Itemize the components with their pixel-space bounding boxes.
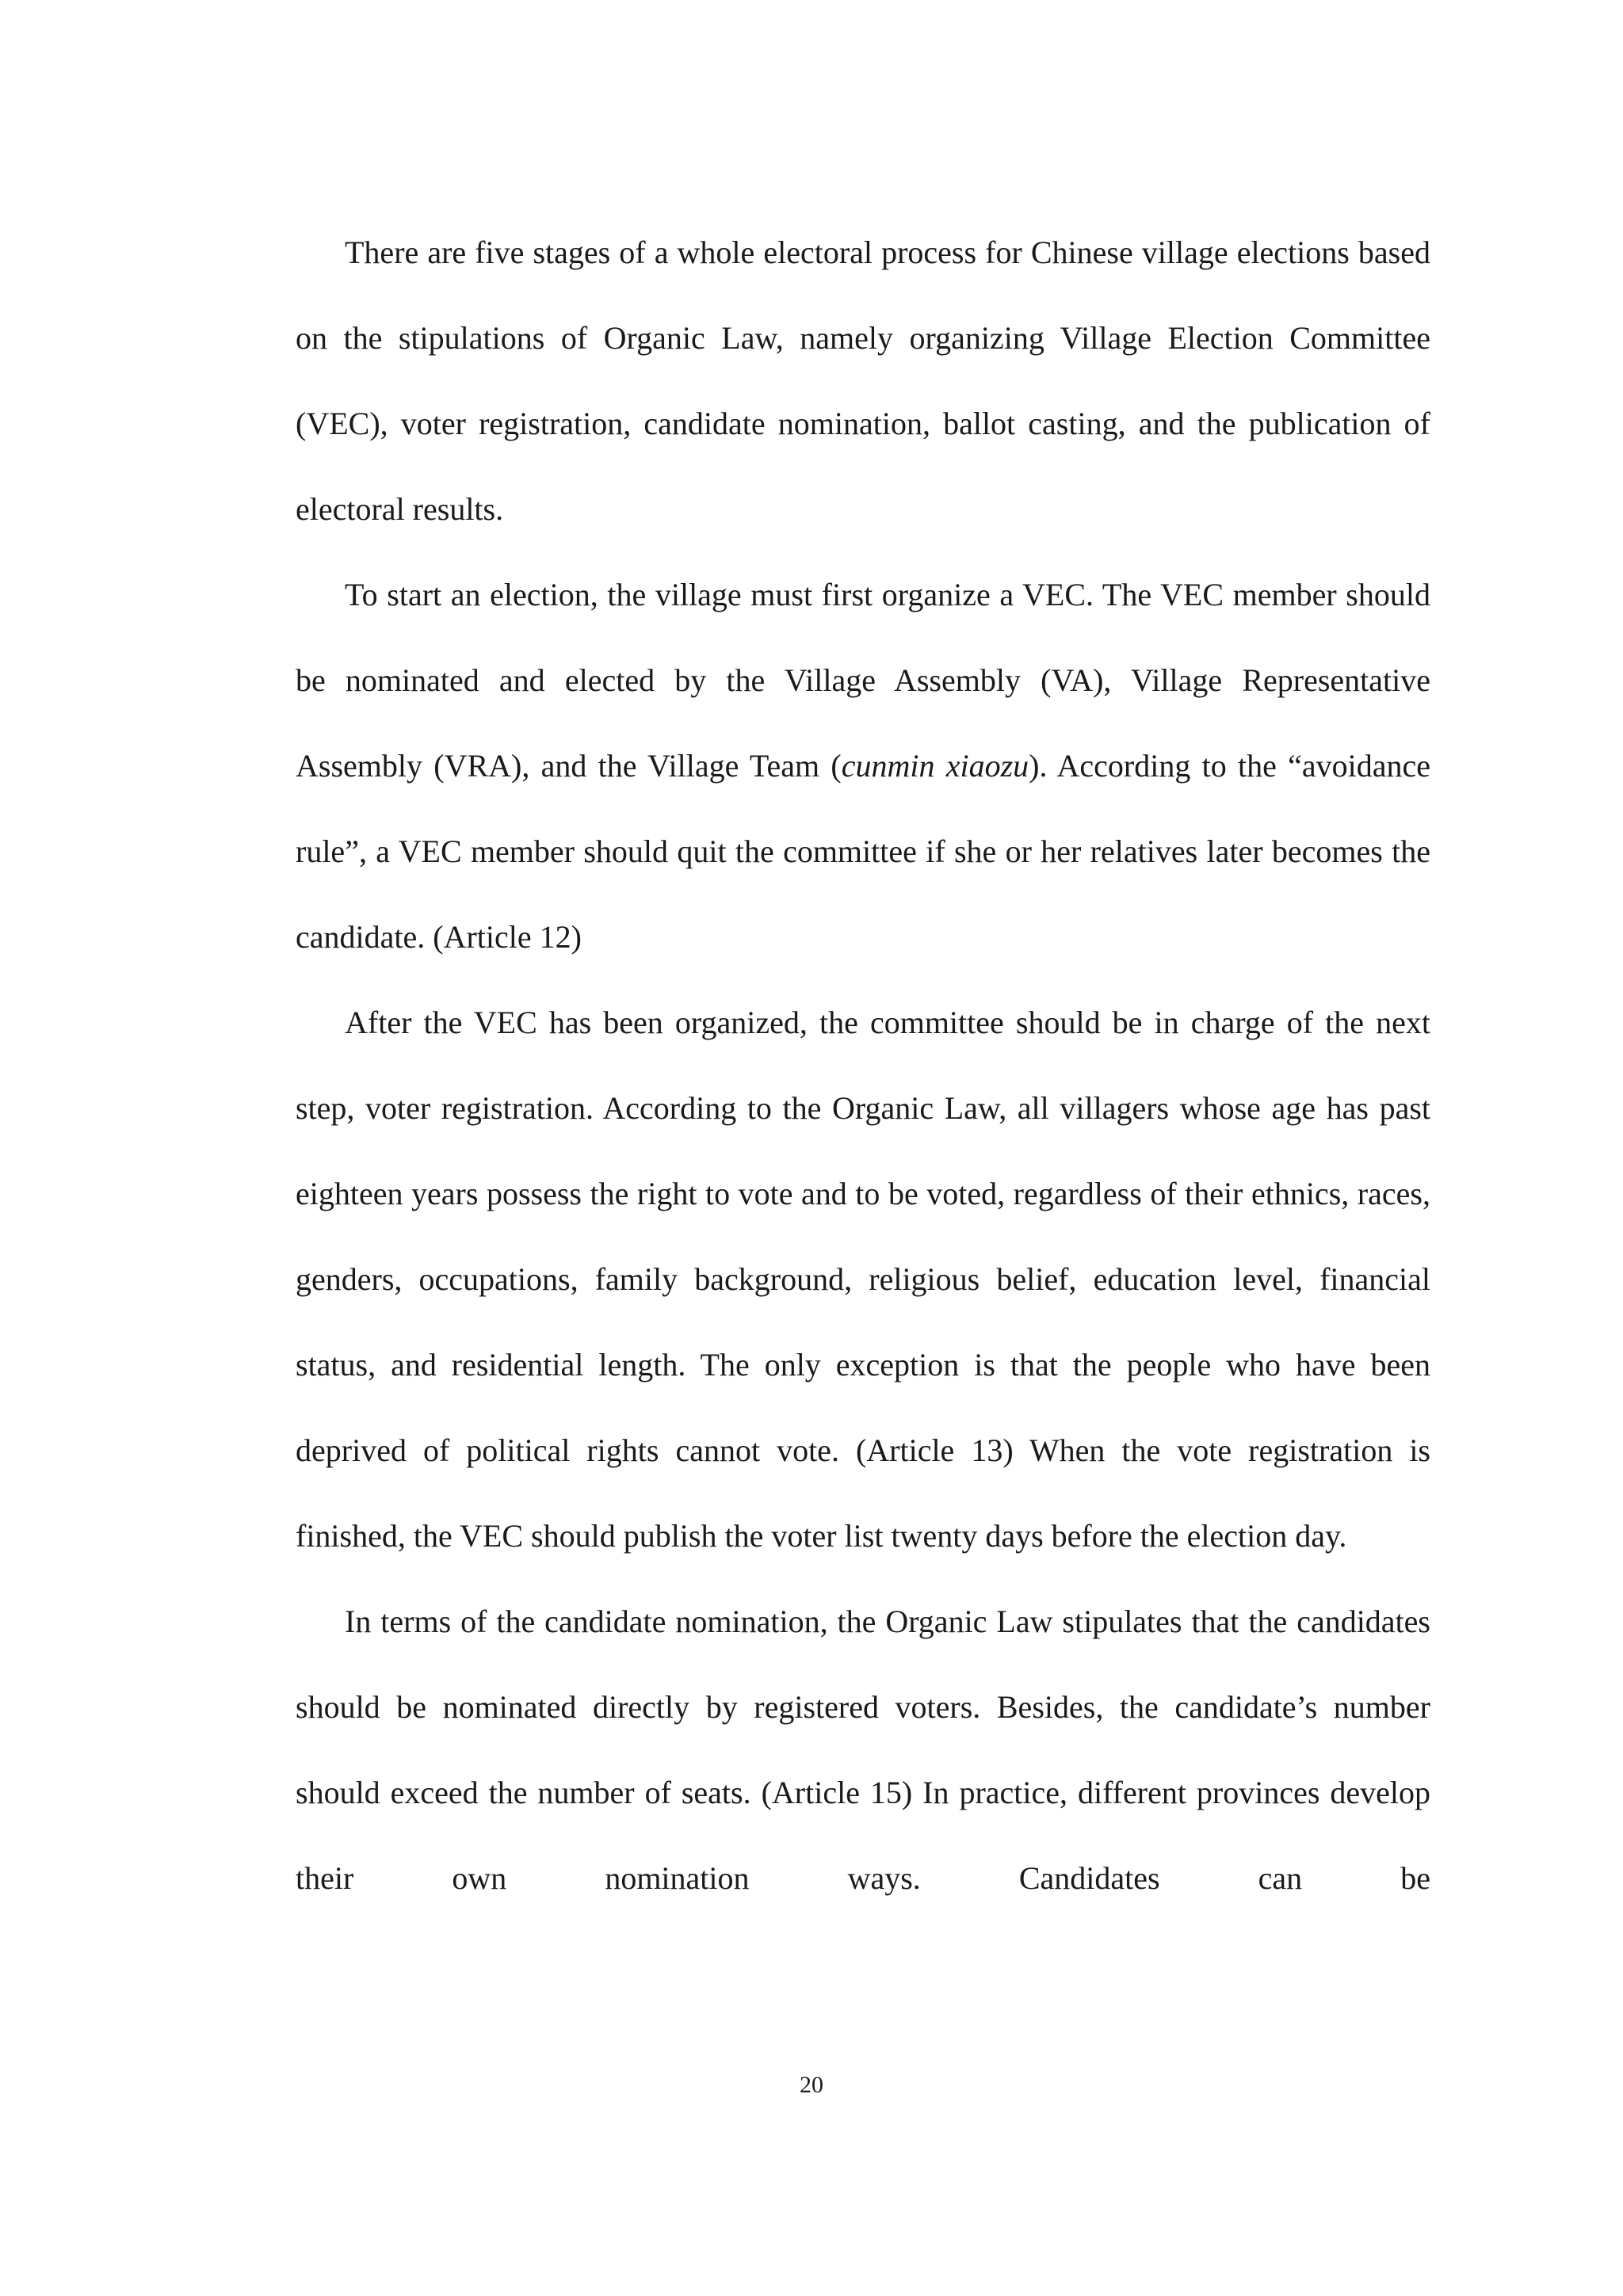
paragraph-vec-organization xyxy=(296,552,1430,980)
paragraph-voter-registration xyxy=(296,980,1430,1579)
body-text xyxy=(296,210,1430,1921)
paragraph-text: After the VEC has been organized, the committee should be in charge of the next step, voter registration. According to the Organic Law, all villagers whose age has past eighteen years possess the right to vote and to be voted, regardless of their ethnics, races, genders, occupations, family background, religious belief, education level, financial status, and residential length. The only exception is that the people who have been deprived of political rights cannot vote. (Article 13) When the vote registration is finished, the VEC should publish the voter list twenty days before the election day. xyxy=(296,1005,1430,1554)
paragraph-text-before-italic: To start an election, the village must first organize a VEC. The VEC member should be nominated and elected by the Village Assembly (VA), Village Representative Assembly (VRA), and the Village Team ( xyxy=(296,577,1430,784)
paragraph-text: There are five stages of a whole electoral process for Chinese village elections based on the stipulations of Organic Law, namely organizing Village Election Committee (VEC), voter registration, candidate nomination, ballot casting, and the publication of electoral results. xyxy=(296,235,1430,527)
paragraph-electoral-stages xyxy=(296,210,1430,552)
italic-term: cunmin xiaozu xyxy=(841,748,1029,784)
page-number: 20 xyxy=(800,2072,823,2098)
paragraph-candidate-nomination xyxy=(296,1579,1430,1921)
paragraph-text: In terms of the candidate nomination, the Organic Law stipulates that the candidates should be nominated directly by registered voters. Besides, the candidate’s number should exceed the number of seats. (Article 15) In practice, different provinces develop their own nomination ways. Candidates can be xyxy=(296,1604,1430,1896)
paragraph-text-after-italic: ). According to the “avoidance rule”, a VEC member should quit the committee if she or her relatives later becomes the candidate. (Article 12) xyxy=(296,748,1430,955)
